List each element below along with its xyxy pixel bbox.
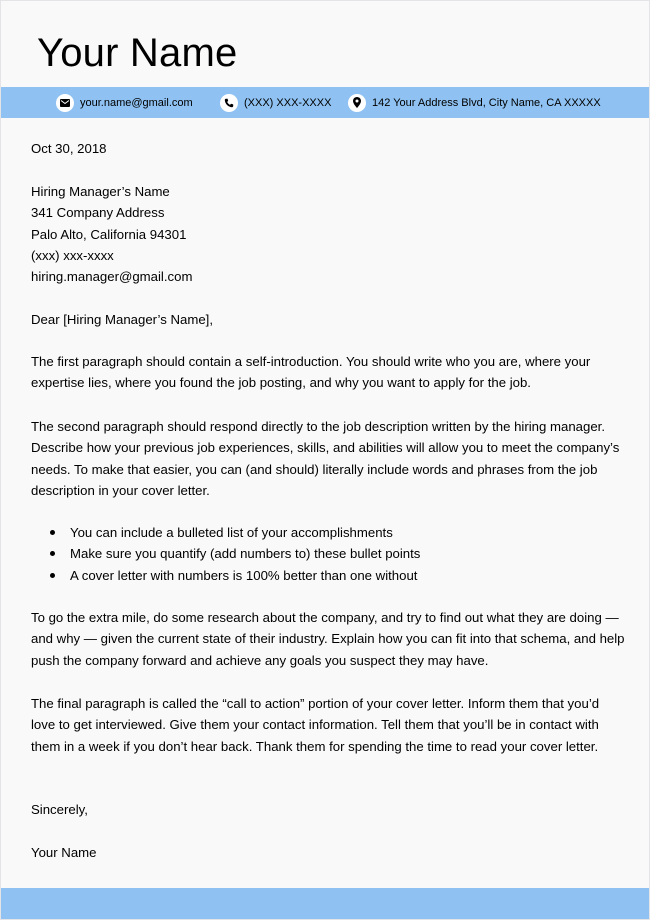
address-text: 142 Your Address Blvd, City Name, CA XXXXX xyxy=(372,96,601,109)
envelope-icon xyxy=(56,94,74,112)
contact-bar xyxy=(1,87,649,118)
contact-phone xyxy=(220,93,331,112)
applicant-name: Your Name xyxy=(37,31,238,75)
phone-text: (XXX) XXX-XXXX xyxy=(244,96,332,109)
recipient-name: Hiring Manager’s Name xyxy=(31,184,170,199)
paragraph: The first paragraph should contain a self-introduction. You should write who you are, where your expertise lies, where you found the job posting, and why you want to apply for the job. xyxy=(31,354,591,391)
recipient-city: Palo Alto, California 94301 xyxy=(31,226,187,242)
letter-date: Oct 30, 2018 xyxy=(31,141,107,156)
list-item-text: You can include a bulleted list of your accomplishments xyxy=(70,525,393,540)
phone-icon xyxy=(220,94,238,112)
recipient-phone: (xxx) xxx-xxxx xyxy=(31,247,114,263)
contact-address xyxy=(348,93,601,112)
email-text: your.name@gmail.com xyxy=(80,96,193,109)
accomplishments-list xyxy=(31,522,611,586)
salutation: Dear [Hiring Manager’s Name], xyxy=(31,312,214,327)
bullet-icon xyxy=(50,573,55,578)
recipient-address: 341 Company Address xyxy=(31,205,165,221)
list-item xyxy=(31,565,611,586)
map-pin-icon xyxy=(348,94,366,112)
bullet-icon xyxy=(50,530,55,535)
bullet-icon xyxy=(50,551,55,556)
paragraph: The final paragraph is called the “call to action” portion of your cover letter. Inform them that you’d love to get interviewed. Give them your contact information. Tell them that you’ll be in contact with them in a week if you don’t hear back. Thank them for spending the time to read your cover letter. xyxy=(31,696,600,754)
footer-bar xyxy=(1,888,649,919)
list-item xyxy=(31,543,611,564)
recipient-email: hiring.manager@gmail.com xyxy=(31,269,193,285)
paragraph: To go the extra mile, do some research about the company, and try to find out what they are doing — and why — given the current state of their industry. Explain how you can fit into that schema, and help push the company forward and achieve any goals you suspect they may have. xyxy=(31,610,625,668)
closing: Sincerely, xyxy=(31,802,88,817)
list-item-text: A cover letter with numbers is 100% better than one without xyxy=(70,567,418,583)
recipient-block xyxy=(31,181,631,287)
list-item xyxy=(31,522,611,543)
contact-email xyxy=(56,93,193,112)
list-item-text: Make sure you quantify (add numbers to) these bullet points xyxy=(70,546,421,562)
paragraph: The second paragraph should respond directly to the job description written by the hiring manager. Describe how your previous job experiences, skills, and abilities will allow you to meet the company’s needs. To make that easier, you can (and should) literally include words and phrases from the job description in your cover letter. xyxy=(31,419,620,498)
signature: Your Name xyxy=(31,845,97,860)
